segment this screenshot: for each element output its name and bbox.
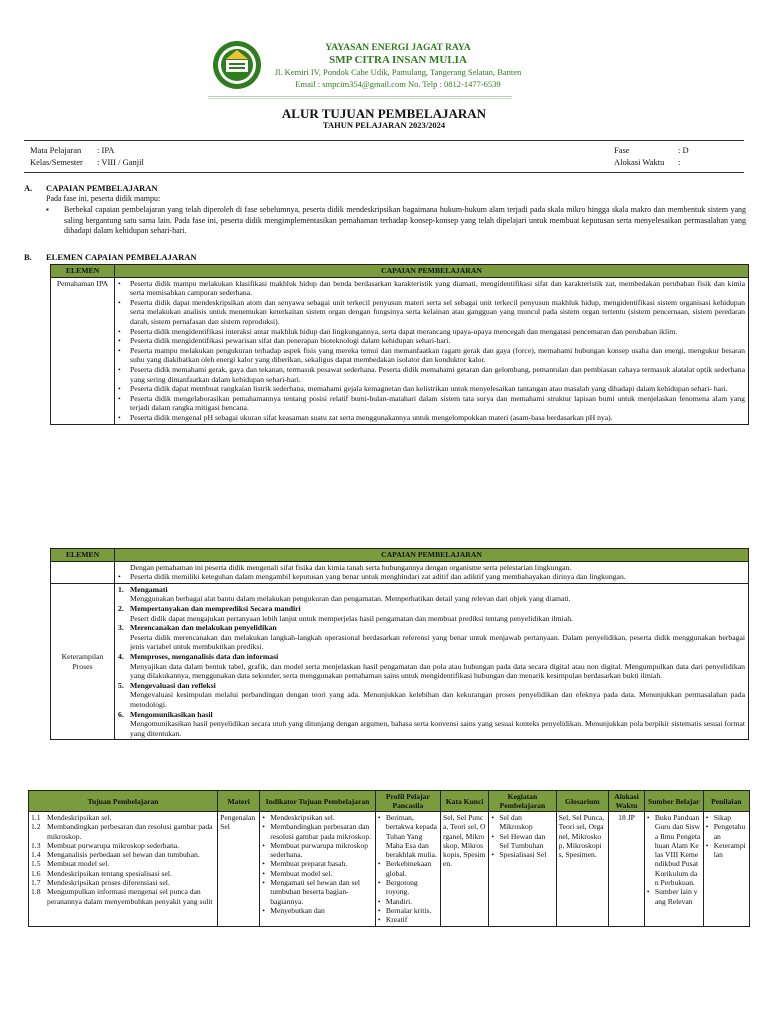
school-contact: Email : smpcim354@gmail.com No. Telp : 0812-1477-6539 (295, 79, 501, 89)
profil-cell: • Beriman, bertakwa kepada Tuhan Yang Maha Esa dan berakhlak mulia. • Berkebinekaan global. • Bergotong royong. • Mandiri. • Bernalar kritis. • Kreatif (375, 812, 440, 927)
subject-label: Mata Pelajaran (30, 145, 82, 155)
materi-cell: Pengenalan Sel (218, 812, 260, 927)
step-item: 4. Memproses, menganalisis data dan informasi Menyajikan data dalam bentuk tabel, grafik, dan model serta menjelaskan hasil pengamatan dan pola atau hubungan pada data secara digital atau non digital. Mengumpulkan data dari penyelidikan yang dilakukannya, menggunakan data sekunder, serta menggunakan pemahaman sains untuk mengidentifikasi hubungan dan menarik kesimpulan berdasarkan bukti ilmiah. (118, 651, 745, 681)
col-header: Kata Kunci (440, 791, 488, 812)
section-a-letter: A. (24, 183, 33, 193)
step-item: 6. Mengomunikasikan hasil Mengomunikasikan hasil penyelidikan secara utuh yang ditunjang dengan argumen, bahasa serta konvensi sains yang sesuai konteks penyelidikan. Menunjukkan pola berpikir sistematis sesuai format yang ditentukan. (118, 709, 745, 738)
page-subtitle: TAHUN PELAJARAN 2023/2024 (322, 120, 446, 130)
col-header: Alokasi Waktu (609, 791, 645, 812)
col-header: Kegiatan Pembelajaran (489, 791, 556, 812)
phase-value: : D (678, 145, 689, 155)
section-b-letter: B. (24, 252, 32, 262)
process-steps (115, 583, 749, 740)
col-header-element: ELEMEN (51, 265, 115, 278)
empty-cell (51, 561, 115, 583)
list-item: • Peserta didik memahami gerak, gaya dan tekanan, termasuk pesawat sederhana. Peserta didik memahami getaran dan gelombang, pemantulan dan pembiasan cahaya termasuk alatalat optik sederhana yang sering dimanfaatkan dalam kehidupan sehari-hari. (118, 364, 745, 384)
list-item: 1.4 Menganalisis perbedaan sel hewan dan tumbuhan. (31, 850, 200, 860)
list-item: 1.5 Membuat model sel. (31, 859, 110, 869)
kegiatan-cell: • Sel dan Mikroskop • Sel Hewan dan Sel Tumbuhan • Spesialisasi Sel (489, 812, 556, 927)
list-item: • Peserta didik mengidentifikasi pewarisan sifat dan penerapan bioteknologi dalam kehidupan sehari-hari. (118, 336, 451, 346)
col-header-element: ELEMEN (51, 549, 115, 562)
list-item: 1.6 Mendeskripsikan tentang spesialisasi sel. (31, 868, 172, 878)
step-item: 1. Mengamati Menggunakan berbagai alat bantu dalam melakukan pengukuran dan pengamatan. Memperhatikan detail yang relevan dari objek yang diamati. (118, 584, 571, 604)
col-header-cp: CAPAIAN PEMBELAJARAN (115, 549, 749, 562)
list-item: 1.1 Mendeskripsikan sel. (31, 813, 112, 822)
indikator-cell: • Mendeskripsikan sel. • Membandingkan perbesaran dan resolusi gambar pada mikroskop. • Membuat purwarupa mikroskop sederhana. • Membuat preparat basah. • Membuat model sel. • Mengamati sel hewan dan sel tumbuhan beserta bagian-bagiannya. • Menyebutkan dan (260, 812, 376, 927)
elements-table-part2 (50, 548, 749, 740)
learning-objectives-table (28, 790, 750, 927)
step-item: 5. Mengevaluasi dan refleksi Mengevaluasi kesimpulan melalui perbandingan dengan teori yang ada. Menunjukkan kelebihan dan kekurangan proses penyelidikan dan efeknya pada data. Menunjukkan permasalahan pada metodologi. (118, 680, 745, 709)
section-a-bullet: ▪ Berbekal capaian pembelajaran yang telah diperoleh di fase sebelumnya, peserta didik mendeskripsikan bagaimana hukum-hukum alam terjadi pada skala mikro hingga skala makro dan membentuk sistem yang saling bergantung satu sama lain. Pada fase ini, peserta didik mengimplementasikan pemahaman terhadap konsep-konsep yang telah dipelajari untuk membuat keputusan serta menyelesaikan permasalahan yang dihadapi dalam kehidupan sehari-hari. (46, 205, 746, 235)
cp-bullets (115, 277, 749, 424)
list-item: • Peserta didik dapat membuat rangkaian listrik sederhana, memahami gejala kemagnetan dan kelistrikan untuk menyelesaikan tantangan atau masalah yang dihadapi dalam kehidupan sehari- hari. (118, 384, 728, 394)
penilaian-cell: • Sikap • Pengetahuan • Keterampilan (703, 812, 749, 927)
step-item: 3. Merencanakan dan melakukan penyelidikan Peserta didik merencanakan dan melakukan langkah-langkah operasional berdasarkan referensi yang benar untuk menjawab pertanyaan. Dalam penyelidikan, peserta didik menggunakan berbagai jenis variabel untuk membuktikan prediksi. (118, 623, 745, 652)
list-item: • Peserta mampu melakukan pengukuran terhadap aspek fisis yang mereka temui dan memanfaatkan ragam gerak dan gaya (force), memahami hubungan konsep usaha dan energi, mengukur besaran suhu yang diakibatkan oleh energi kalor yang diberikan, sekaligus dapat membedakan isolator dan konduktor kalor. (118, 345, 745, 365)
objectives-cell (29, 812, 218, 927)
list-item: • Peserta didik mengidentifikasi interaksi antar makhluk hidup dan lingkungannya, serta dapat merancang upaya-upaya mencegah dan mengatasi pencemaran dan perubahan iklim. (118, 326, 678, 336)
class-value: : VIII / Ganjil (97, 157, 144, 167)
elements-table-part1 (50, 264, 749, 425)
kata-kunci-cell: Sel, Sel Punca, Teori sel, Organel, Mikroskop, Mikroskopis, Spesimen. (440, 812, 488, 927)
section-b-heading: ELEMEN CAPAIAN PEMBELAJARAN (46, 252, 197, 262)
col-header: Tujuan Pembelajaran (29, 791, 218, 812)
section-a-text: Berbekal capaian pembelajaran yang telah diperoleh di fase sebelumnya, peserta didik mendeskripsikan bagaimana hukum-hukum alam terjadi pada skala mikro hingga skala makro dan membentuk sistem yang saling bergantung satu sama lain. Pada fase ini, peserta didik mengimplementasikan pemahaman terhadap konsep-konsep yang telah dipelajari untuk membuat keputusan serta menyelesaikan permasalahan yang dihadapi dalam kehidupan sehari-hari. (64, 205, 746, 235)
school-logo-icon (212, 40, 262, 90)
step-item: 2. Mempertanyakan dan memprediksi Secara mandiri Pesert didik dapat mengajukan pertanyaan lebih lanjut untuk memperjelas hasil pengamatan dan membuat prediksi tentang penyelidikan ilmiah. (118, 603, 573, 623)
time-label: Alokasi Waktu (614, 157, 665, 167)
page-title: ALUR TUJUAN PEMBELAJARAN (281, 106, 487, 121)
table-header-row (29, 791, 750, 812)
school-name: SMP CITRA INSAN MULIA (329, 54, 467, 66)
list-item: 1.8 Mengumpulkan informasi mengenai sel punca dan peranannya dalam menyembuhkan penyakit yang sulit (31, 887, 213, 906)
list-item: • Peserta didik dapat mendeskripsikan atom dan senyawa sebagai unit terkecil penyusun materi serta sel sebagai unit terkecil penyusun makhluk hidup, mengidentifikasi sistem organisasi kehidupan serta melakukan analisis untuk menemukan keterkaitan sistem organ dengan fungsinya serta kelainan atau gangguan yang muncul pada sistem organ tertentu (sistem pencernaan, sistem peredaran darah, sistem pernafasan dan sistem reproduksi). (118, 297, 745, 326)
class-label: Kelas/Semester (30, 157, 83, 167)
col-header: Materi (218, 791, 260, 812)
element-pemahaman: Pemahaman IPA (51, 277, 115, 424)
time-value: : (678, 157, 681, 167)
letterhead (0, 40, 768, 104)
alokasi-cell: 18 JP (609, 812, 645, 927)
element-keterampilan: Keterampilan Proses (51, 583, 115, 740)
section-a-heading: CAPAIAN PEMBELAJARAN (46, 183, 158, 193)
phase-label: Fase (614, 145, 630, 155)
col-header-cp: CAPAIAN PEMBELAJARAN (115, 265, 749, 278)
divider (24, 172, 744, 173)
glosarium-cell: Sel, Sel Punca, Teori sel, Organel, Mikroskop, Mikroskopis, Spesimen. (556, 812, 609, 927)
divider (24, 140, 744, 141)
foundation-name: YAYASAN ENERGI JAGAT RAYA (325, 43, 471, 53)
col-header: Penilaian (703, 791, 749, 812)
list-item: • Peserta didik memiliki keteguhan dalam mengambil keputusan yang benar untuk menghindari zat aditif dan adiktif yang membahayakan dirinya dan lingkungan. (118, 572, 626, 582)
list-item: • Peserta didik mampu melakukan klasifikasi makhluk hidup dan benda berdasarkan karakteristik yang diamati, mengidentifikasi sifat dan karakteristik zat, membedakan perubahan fisik dan kimia serta memisahkan campuran sederhana. (118, 278, 745, 298)
list-item: 1.2 Membandingkan perbesaran dan resolusi gambar pada mikroskop. (31, 822, 213, 841)
letterhead-rule: ======================================================================================== (208, 94, 512, 102)
list-item: 1.7 Mendeskripsikan proses diferensiasi sel. (31, 878, 170, 888)
col-header: Profil Pelajar Pancasila (375, 791, 440, 812)
school-address: Jl. Kemiri IV, Pondok Cabe Udik, Pamulang, Tangerang Selatan, Banten (274, 67, 522, 77)
list-item: 1.3 Membuat purwarupa mikroskop sederhana. (31, 840, 180, 850)
sumber-cell: • Buku Panduan Guru dan Siswa Ilmu Pengetahuan Alam Kelas VIII Kemendikbud Pusat Kurikulum dan Perbukuan. • Sumber lain yang Relevan (644, 812, 703, 927)
col-header: Glosarium (556, 791, 609, 812)
list-item: • Peserta didik mengelaborasikan pemahamannya tentang posisi relatif bumi-bulan-matahari dalam sistem tata surya dan memahami struktur lapisan bumi untuk menjelaskan fenomena alam yang terjadi dalam rangka mitigasi bencana. (118, 393, 745, 413)
col-header: Sumber Belajar (644, 791, 703, 812)
continuation-text: Dengan pemahaman ini peserta didik mengenali sifat fisika dan kimia tanah serta hubungannya dengan organisme serta pelestarian lingkungan. (130, 562, 572, 572)
section-a-intro: Pada fase ini, peserta didik mampu: (46, 194, 161, 203)
col-header: Indikator Tujuan Pembelajaran (260, 791, 376, 812)
subject-value: : IPA (97, 145, 115, 155)
table-row (29, 812, 750, 927)
list-item: • Peserta didik mengenal pH sebagai ukuran sifat keasaman suatu zat serta menggunakannya untuk mengelompokkan materi (asam-basa berdasarkan pH nya). (118, 412, 613, 422)
